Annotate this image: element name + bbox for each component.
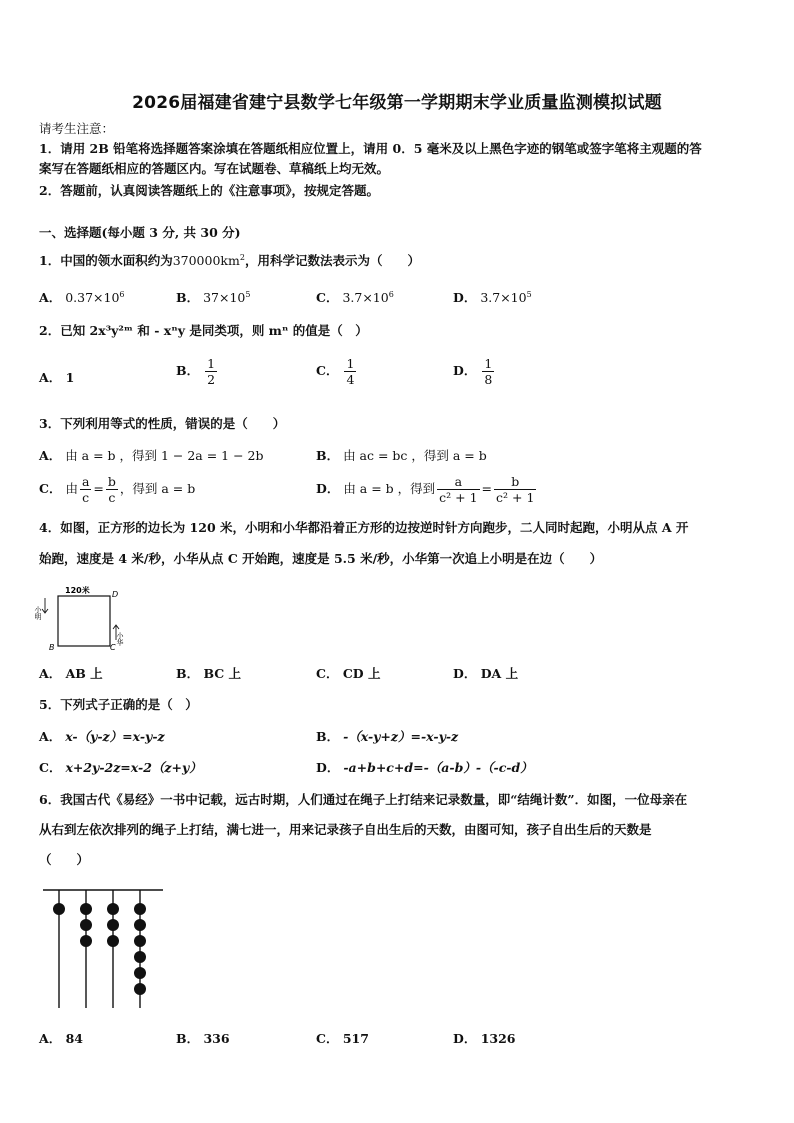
option-label: A． bbox=[39, 666, 62, 681]
fraction bbox=[344, 356, 356, 387]
knot bbox=[134, 967, 146, 979]
option-label: A． bbox=[39, 729, 62, 744]
question-3-option-b[interactable] bbox=[316, 448, 487, 464]
notice-item-1-line-1: 1．请用 2B 铅笔将选择题答案涂填在答题纸相应位置上，请用 0．5 毫米及以上黑色字迹的钢笔或签字笔将主观题的答 bbox=[39, 141, 702, 156]
option-label: C． bbox=[316, 666, 339, 681]
fraction-numerator: 1 bbox=[346, 356, 355, 371]
question-4-option-a[interactable] bbox=[39, 666, 103, 682]
option-text: BC 上 bbox=[203, 666, 242, 681]
fraction-numerator: a bbox=[81, 474, 90, 489]
option-text: 517 bbox=[342, 1031, 369, 1046]
option-text: -a+b+c+d=-（a-b）-（-c-d） bbox=[343, 760, 533, 775]
option-text: x+2y-2z=x-2（z+y） bbox=[65, 760, 202, 775]
option-text: DA 上 bbox=[480, 666, 519, 681]
option-label: D． bbox=[453, 666, 477, 681]
question-6-stem-line-2: 从右到左依次排列的绳子上打结，满七进一，用来记录孩子自出生后的天数，由图可知，孩子自出生后的天数是 bbox=[39, 822, 652, 837]
page-title: 2026届福建省建宁县数学七年级第一学期期末学业质量监测模拟试题 bbox=[132, 93, 662, 113]
option-text-pre: 由 bbox=[65, 481, 78, 496]
fraction-denominator: 4 bbox=[346, 372, 355, 387]
option-text: -（x-y+z）=-x-y-z bbox=[343, 729, 459, 744]
option-text-pre: 由 a = b ，得到 bbox=[343, 481, 436, 496]
option-text: x-（y-z）=x-y-z bbox=[65, 729, 165, 744]
option-label: C． bbox=[39, 481, 62, 496]
option-label: C． bbox=[316, 1031, 339, 1046]
question-6-option-b[interactable] bbox=[176, 1031, 230, 1047]
section-heading: 一、选择题(每小题 3 分, 共 30 分) bbox=[39, 225, 241, 240]
option-label: C． bbox=[39, 760, 62, 775]
fraction-numerator: a bbox=[437, 474, 479, 490]
equals-sign: = bbox=[93, 481, 104, 496]
option-text: 1326 bbox=[480, 1031, 516, 1046]
question-5-option-b[interactable] bbox=[316, 729, 458, 745]
knot bbox=[80, 935, 92, 947]
option-mantissa: 37×10 bbox=[203, 290, 246, 305]
xiaohua-label: 小华 bbox=[116, 632, 124, 646]
question-6-stem-line-1: 6．我国古代《易经》一书中记载，远古时期，人们通过在绳子上打结来记录数量，即“结绳计数”．如图，一位母亲在 bbox=[39, 792, 688, 807]
option-mantissa: 3.7×10 bbox=[480, 290, 527, 305]
option-label: A． bbox=[39, 370, 62, 385]
fraction-denominator: 8 bbox=[484, 372, 493, 387]
fraction-denominator: c bbox=[108, 490, 116, 505]
knot bbox=[53, 903, 65, 915]
knot bbox=[80, 919, 92, 931]
option-label: B． bbox=[176, 1031, 200, 1046]
knot-rope-figure bbox=[40, 884, 170, 1014]
option-label: D． bbox=[453, 363, 477, 378]
fraction-numerator: b bbox=[107, 474, 116, 489]
fraction bbox=[494, 474, 536, 505]
vertex-d-label: D bbox=[112, 590, 119, 599]
knot bbox=[134, 919, 146, 931]
question-1-option-a[interactable] bbox=[39, 287, 125, 306]
question-3-option-a[interactable] bbox=[39, 448, 264, 464]
vertex-b-label: B bbox=[49, 643, 55, 652]
question-5-option-d[interactable] bbox=[316, 760, 533, 776]
fraction-numerator: 1 bbox=[484, 356, 493, 371]
option-text: 84 bbox=[65, 1031, 83, 1046]
fraction bbox=[482, 356, 494, 387]
question-4-option-b[interactable] bbox=[176, 666, 241, 682]
option-text: 由 ac = bc ，得到 a = b bbox=[343, 448, 487, 463]
question-1-stem-text-a: 1．中国的领水面积约为 bbox=[39, 253, 173, 268]
question-4-stem-line-2: 始跑，速度是 4 米/秒，小华从点 C 开始跑，速度是 5.5 米/秒，小华第一次追上小明是在边（ ） bbox=[39, 551, 603, 566]
question-5-option-c[interactable] bbox=[39, 760, 202, 776]
option-label: B． bbox=[176, 363, 200, 378]
question-1-stem-text-b: ，用科学记数法表示为（ ） bbox=[244, 253, 420, 268]
option-label: D． bbox=[316, 481, 340, 496]
option-label: C． bbox=[316, 363, 339, 378]
knot bbox=[134, 935, 146, 947]
xiaoming-label: 小明 bbox=[34, 606, 42, 620]
question-5-option-a[interactable] bbox=[39, 729, 165, 745]
knot bbox=[134, 983, 146, 995]
option-label: A． bbox=[39, 290, 62, 305]
question-1-stem-value bbox=[173, 253, 245, 268]
question-2-option-b[interactable] bbox=[176, 356, 219, 387]
option-label: D． bbox=[453, 290, 477, 305]
question-1-stem bbox=[39, 250, 420, 269]
question-2-stem: 2．已知 2x³y²ᵐ 和 - xⁿy 是同类项，则 mⁿ 的值是（ ） bbox=[39, 323, 368, 338]
fraction bbox=[80, 474, 91, 505]
option-exponent: 5 bbox=[245, 290, 251, 299]
question-3-option-d[interactable] bbox=[316, 474, 538, 505]
notice-item-2: 2．答题前，认真阅读答题纸上的《注意事项》，按规定答题。 bbox=[39, 183, 379, 198]
option-exponent: 5 bbox=[526, 290, 532, 299]
vertex-c-label: C bbox=[110, 643, 116, 652]
knot bbox=[107, 919, 119, 931]
option-text: AB 上 bbox=[65, 666, 103, 681]
question-2-option-a[interactable] bbox=[39, 370, 74, 386]
square bbox=[58, 596, 110, 646]
option-label: A． bbox=[39, 1031, 62, 1046]
option-text-post: ，得到 a = b bbox=[119, 481, 196, 496]
question-4-stem-line-1: 4．如图，正方形的边长为 120 米，小明和小华都沿着正方形的边按逆时针方向跑步，二人同时起跑，小明从点 A 开 bbox=[39, 520, 689, 535]
option-text: 由 a = b ，得到 1 − 2a = 1 − 2b bbox=[65, 448, 264, 463]
fraction-denominator: c² + 1 bbox=[439, 490, 478, 505]
fraction-numerator: b bbox=[494, 474, 536, 490]
question-1-option-c[interactable] bbox=[316, 287, 394, 306]
option-label: B． bbox=[176, 290, 200, 305]
question-3-option-c[interactable] bbox=[39, 474, 195, 505]
question-1-option-b[interactable] bbox=[176, 287, 250, 306]
option-exponent: 6 bbox=[388, 290, 394, 299]
option-label: B． bbox=[316, 448, 340, 463]
question-5-stem: 5．下列式子正确的是（ ） bbox=[39, 697, 198, 712]
question-2-option-c[interactable] bbox=[316, 356, 358, 387]
option-label: B． bbox=[176, 666, 200, 681]
question-6-option-c[interactable] bbox=[316, 1031, 369, 1047]
square-track-figure bbox=[30, 582, 140, 654]
question-6-option-a[interactable] bbox=[39, 1031, 83, 1047]
fraction-denominator: c bbox=[82, 490, 90, 505]
option-mantissa: 3.7×10 bbox=[342, 290, 389, 305]
fraction bbox=[205, 356, 217, 387]
fraction bbox=[106, 474, 118, 505]
knot bbox=[107, 935, 119, 947]
knot bbox=[107, 903, 119, 915]
fraction-denominator: 2 bbox=[207, 372, 216, 387]
fraction bbox=[437, 474, 479, 505]
equals-sign: = bbox=[481, 481, 493, 496]
question-1-area-value: 370000km bbox=[172, 253, 240, 268]
fraction-numerator: 1 bbox=[207, 356, 216, 371]
option-label: A． bbox=[39, 448, 62, 463]
option-label: C． bbox=[316, 290, 339, 305]
knot bbox=[134, 903, 146, 915]
option-mantissa: 0.37×10 bbox=[65, 290, 120, 305]
fraction-denominator: c² + 1 bbox=[496, 490, 535, 505]
question-3-stem: 3．下列利用等式的性质，错误的是（ ） bbox=[39, 416, 286, 431]
question-1-area-exponent: 2 bbox=[239, 253, 245, 262]
notice-heading: 请考生注意： bbox=[39, 121, 115, 136]
question-4-option-c[interactable] bbox=[316, 666, 380, 682]
question-2-option-d[interactable] bbox=[453, 356, 496, 387]
option-text: CD 上 bbox=[342, 666, 381, 681]
option-exponent: 6 bbox=[119, 290, 125, 299]
option-label: D． bbox=[453, 1031, 477, 1046]
option-value: 1 bbox=[65, 370, 75, 385]
option-text: 336 bbox=[203, 1031, 230, 1046]
question-6-option-d[interactable] bbox=[453, 1031, 516, 1047]
option-label: D． bbox=[316, 760, 340, 775]
question-4-option-d[interactable] bbox=[453, 666, 518, 682]
option-label: B． bbox=[316, 729, 340, 744]
question-1-option-d[interactable] bbox=[453, 287, 532, 306]
side-length-label: 120米 bbox=[65, 586, 90, 595]
question-6-stem-line-3: （ ） bbox=[39, 852, 90, 867]
knot bbox=[134, 951, 146, 963]
knot bbox=[80, 903, 92, 915]
notice-item-1-line-2: 案写在答题纸相应的答题区内。写在试题卷、草稿纸上均无效。 bbox=[39, 161, 390, 176]
